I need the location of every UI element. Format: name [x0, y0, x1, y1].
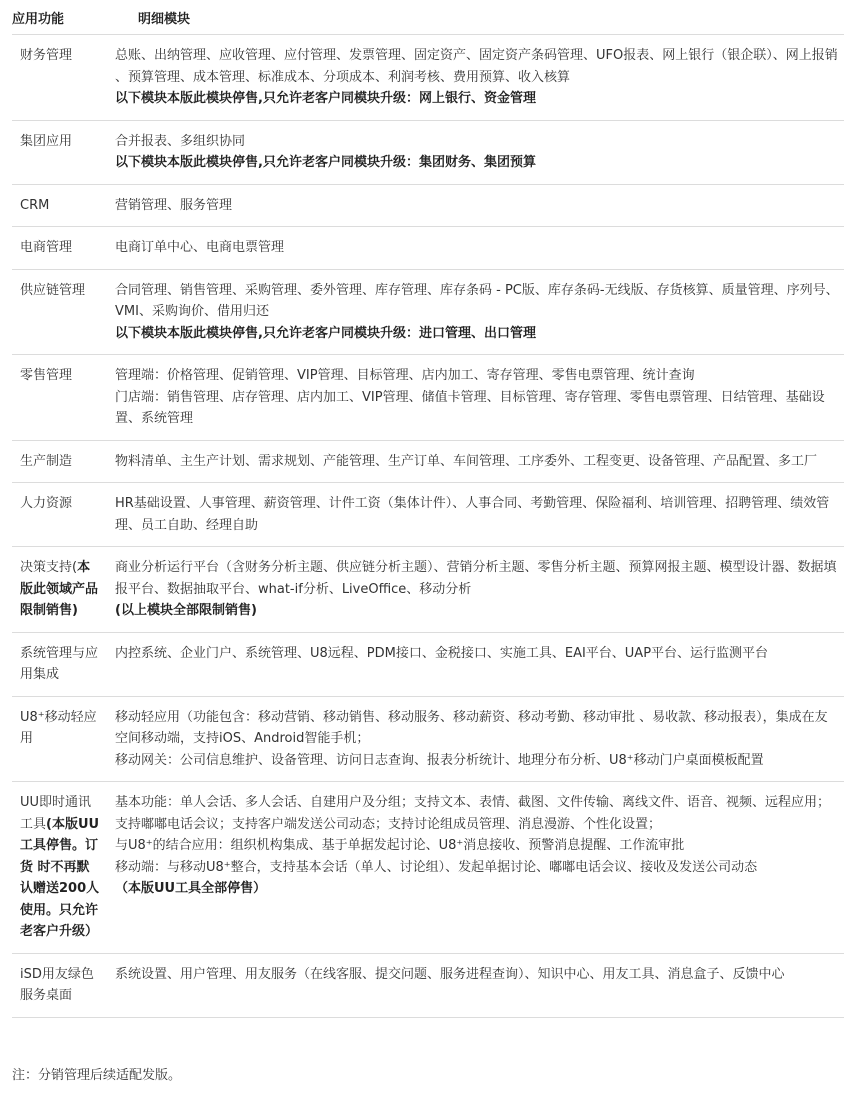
table-row	[12, 269, 844, 355]
row-detail	[108, 35, 844, 121]
detail-line: 总账、出纳管理、应收管理、应付管理、发票管理、固定资产、固定资产条码管理、UFO报表、网上银行（银企联）、网上报销 、预算管理、成本管理、标准成本、分项成本、利润考核、费用预算、收入核算	[115, 48, 838, 85]
header-detail-module: 明细模块	[108, 0, 844, 35]
detail-line: 与U8⁺的结合应用：组织机构集成、基于单据发起讨论、U8⁺消息接收、预警消息提醒、工作流审批	[115, 838, 685, 853]
row-category: iSD用友绿色服务桌面	[12, 953, 108, 1017]
detail-notice: 以下模块本版此模块停售,只允许老客户同模块升级：网上银行、资金管理	[115, 91, 536, 106]
category-restriction: 本版此领域产品限制销售)	[20, 560, 99, 618]
row-category: U8⁺移动轻应用	[12, 696, 108, 782]
detail-line: HR基础设置、人事管理、薪资管理、计件工资（集体计件）、人事合同、考勤管理、保险福利、培训管理、招聘管理、绩效管理、员工自助、经理自助	[115, 496, 830, 533]
row-detail	[108, 483, 844, 547]
footnote: 注：分销管理后续适配发版。	[12, 1068, 182, 1083]
row-category	[12, 782, 108, 954]
row-category	[12, 547, 108, 633]
table-row	[12, 440, 844, 483]
table-row	[12, 547, 844, 633]
detail-notice: 以下模块本版此模块停售,只允许老客户同模块升级：进口管理、出口管理	[115, 325, 536, 341]
row-detail	[108, 547, 844, 633]
row-category: 集团应用	[12, 120, 108, 184]
row-detail	[108, 632, 844, 696]
row-category: 财务管理	[12, 35, 108, 121]
header-app-function: 应用功能	[12, 0, 108, 35]
detail-line: 物料清单、主生产计划、需求规划、产能管理、生产订单、车间管理、工序委外、工程变更、设备管理、产品配置、多工厂	[115, 453, 818, 469]
row-detail	[108, 440, 844, 483]
table-row	[12, 227, 844, 270]
detail-line: 门店端：销售管理、店存管理、店内加工、VIP管理、储值卡管理、目标管理、寄存管理、零售电票管理、日结管理、基础设置、系统管理	[115, 389, 825, 426]
category-text: UU即时通讯工具	[20, 795, 92, 832]
row-detail	[108, 184, 844, 227]
detail-notice: (以上模块全部限制销售)	[115, 603, 257, 618]
detail-line: 营销管理、服务管理	[115, 197, 233, 213]
detail-line: 内控系统、企业门户、系统管理、U8远程、PDM接口、金税接口、实施工具、EAI平台、UAP平台、运行监测平台	[115, 645, 769, 661]
row-detail	[108, 120, 844, 184]
row-detail	[108, 782, 844, 954]
detail-line: 移动网关：公司信息维护、设备管理、访问日志查询、报表分析统计、地理分布分析、U8⁺移动门户桌面模板配置	[115, 752, 764, 768]
row-category: 供应链管理	[12, 269, 108, 355]
detail-line: 管理端：价格管理、促销管理、VIP管理、目标管理、店内加工、寄存管理、零售电票管理、统计查询	[115, 368, 695, 383]
row-category: 系统管理与应用集成	[12, 632, 108, 696]
table-row	[12, 483, 844, 547]
detail-line: 系统设置、用户管理、用友服务（在线客服、提交问题、服务进程查询）、知识中心、用友工具、消息盒子、反馈中心	[115, 966, 785, 982]
row-detail	[108, 269, 844, 355]
detail-notice: 以下模块本版此模块停售,只允许老客户同模块升级：集团财务、集团预算	[115, 155, 536, 170]
table-row	[12, 953, 844, 1017]
detail-line: 移动端：与移动U8⁺整合，支持基本会话（单人、讨论组）、发起单据讨论、嘟嘟电话会议、接收及发送公司动态	[115, 859, 758, 875]
row-category: 人力资源	[12, 483, 108, 547]
detail-line: 电商订单中心、电商电票管理	[115, 240, 285, 255]
row-detail	[108, 355, 844, 441]
row-category: 生产制造	[12, 440, 108, 483]
table-row	[12, 120, 844, 184]
table-header-row	[12, 0, 844, 35]
detail-line: 合同管理、销售管理、采购管理、委外管理、库存管理、库存条码 - PC版、库存条码-无线版、存货核算、质量管理、序列号、VMI、采购询价、借用归还	[115, 282, 839, 319]
table-row	[12, 355, 844, 441]
category-text: 决策支持(	[20, 560, 78, 575]
detail-line: 移动轻应用（功能包含：移动营销、移动销售、移动服务、移动薪资、移动考勤、移动审批 、易收款、移动报表），集成在友空间移动端，支持iOS、Android智能手机；	[115, 709, 828, 746]
row-detail	[108, 227, 844, 270]
detail-line: 商业分析运行平台（含财务分析主题、供应链分析主题）、营销分析主题、零售分析主题、预算网报主题、模型设计器、数据填报平台、数据抽取平台、what-if分析、LiveOffice、移动分析	[115, 560, 837, 597]
detail-line: 基本功能：单人会话、多人会话、自建用户及分组；支持文本、表情、截图、文件传输、离线文件、语音、视频、远程应用；支持嘟嘟电话会议；支持客户端发送公司动态；支持讨论组成员管理、消息漫游、个性化设置；	[115, 795, 831, 832]
row-detail	[108, 953, 844, 1017]
row-detail	[108, 696, 844, 782]
module-table	[12, 0, 844, 1018]
row-category: CRM	[12, 184, 108, 227]
table-row	[12, 35, 844, 121]
category-restriction: (本版UU工具停售。订货 时不再默认赠送200人使用。只允许老客户升级）	[20, 816, 100, 939]
table-row	[12, 782, 844, 954]
row-category: 零售管理	[12, 355, 108, 441]
detail-notice: （本版UU工具全部停售）	[115, 881, 267, 896]
table-row	[12, 696, 844, 782]
detail-line: 合并报表、多组织协同	[115, 133, 246, 149]
table-row	[12, 184, 844, 227]
table-row	[12, 632, 844, 696]
row-category: 电商管理	[12, 227, 108, 270]
